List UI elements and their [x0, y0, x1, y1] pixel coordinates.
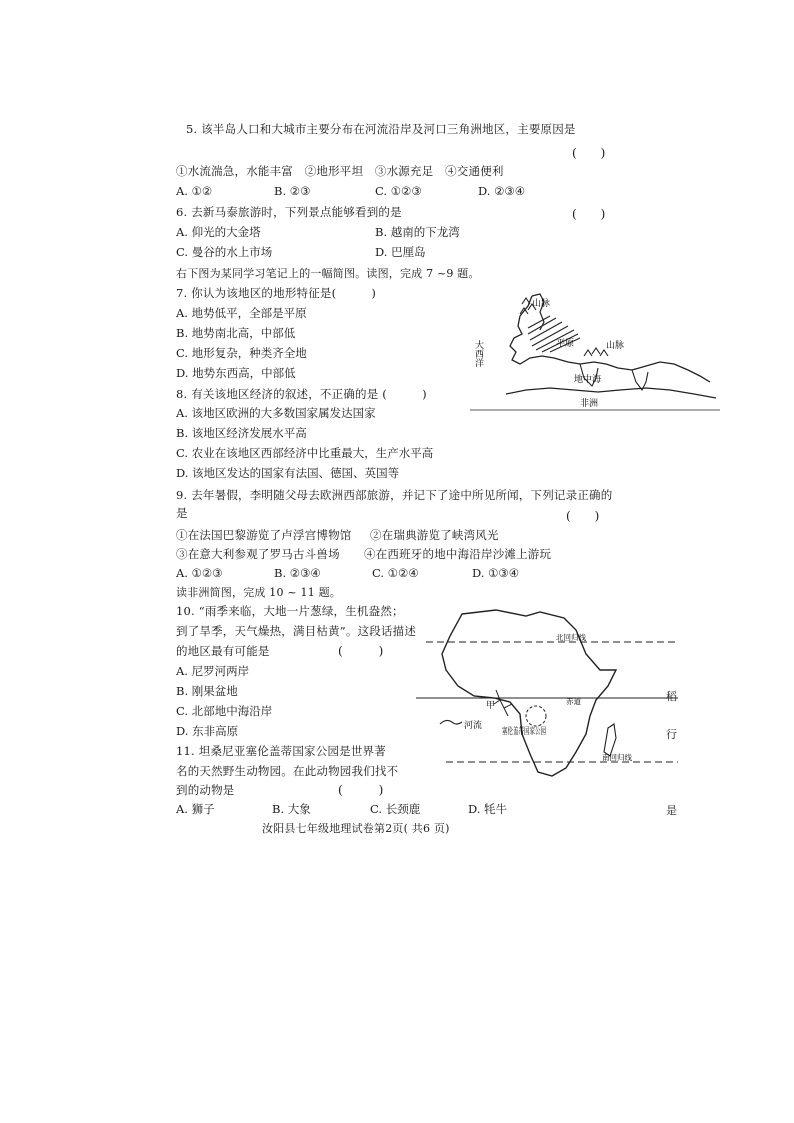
edge-mark-3: 是 — [666, 804, 677, 817]
europe-label-south-mountains: 山脉 — [606, 341, 625, 351]
q9-option-b[interactable]: B. ②③④ — [274, 566, 321, 580]
q9-stem-cont: 是 — [176, 506, 188, 520]
africa-label-park: 塞伦盖蒂国家公园 — [502, 727, 575, 737]
q10-option-d[interactable]: D. 东非高原 — [176, 724, 239, 738]
q5-option-d[interactable]: D. ②③④ — [478, 184, 526, 198]
q7-stem: 7. 你认为该地区的地形特征是( ) — [176, 286, 377, 300]
q11-line3: 到的动物是 — [176, 783, 235, 797]
q9-option-d[interactable]: D. ①③④ — [472, 566, 520, 580]
q11-option-d[interactable]: D. 牦牛 — [468, 802, 508, 816]
q11-option-a[interactable]: A. 狮子 — [176, 802, 215, 816]
q11-option-b[interactable]: B. 大象 — [272, 802, 311, 816]
africa-legend-river: 河流 — [464, 721, 483, 731]
q8-stem: 8. 有关该地区经济的叙述，不正确的是 ( ) — [176, 387, 427, 401]
q9-choice-2: ②在瑞典游览了峡湾风光 — [370, 528, 499, 542]
q7-option-b[interactable]: B. 地势南北高，中部低 — [176, 326, 296, 340]
africa-label-jia: 甲 — [486, 701, 496, 711]
intro-10-11: 读非洲简图，完成 10 ~ 11 题。 — [176, 586, 341, 599]
q6-option-a[interactable]: A. 仰光的大金塔 — [176, 225, 261, 239]
q6-option-c[interactable]: C. 曼谷的水上市场 — [176, 245, 273, 259]
q5-stem: 5. 该半岛人口和大城市主要分布在河流沿岸及河口三角洲地区，主要原因是 — [186, 122, 576, 136]
europe-label-plain: 平原 — [556, 339, 575, 349]
q7-option-c[interactable]: C. 地形复杂，种类齐全地 — [176, 346, 307, 360]
q6-answer-paren[interactable]: ( ) — [572, 207, 606, 221]
q10-option-b[interactable]: B. 刚果盆地 — [176, 684, 238, 698]
q5-option-b[interactable]: B. ②③ — [274, 184, 311, 198]
africa-sketch-map — [416, 600, 678, 800]
q5-option-c[interactable]: C. ①②③ — [375, 184, 422, 198]
q5-option-a[interactable]: A. ①② — [176, 184, 213, 198]
q6-option-b[interactable]: B. 越南的下龙湾 — [375, 225, 460, 239]
q9-option-a[interactable]: A. ①②③ — [176, 566, 223, 580]
q7-option-d[interactable]: D. 地势东西高，中部低 — [176, 366, 296, 380]
q11-line2: 名的天然野生动物园。在此动物园我们找不 — [176, 764, 399, 778]
europe-sketch-map — [470, 286, 725, 414]
africa-label-equator: 赤道 — [566, 697, 581, 706]
q10-option-a[interactable]: A. 尼罗河两岸 — [176, 664, 250, 678]
edge-mark-2: 行 — [666, 728, 677, 741]
q8-option-d[interactable]: D. 该地区发达的国家有法国、德国、英国等 — [176, 466, 400, 480]
q10-line3: 的地区最有可能是 — [176, 644, 270, 658]
q8-option-c[interactable]: C. 农业在该地区西部经济中比重最大，生产水平高 — [176, 446, 434, 460]
q10-option-c[interactable]: C. 北部地中海沿岸 — [176, 704, 273, 718]
africa-label-north-tropic: 北回归线 — [556, 633, 586, 642]
q11-option-c[interactable]: C. 长颈鹿 — [370, 802, 421, 816]
page-footer: 汝阳县七年级地理试卷第2页( 共6 页) — [262, 822, 450, 835]
q10-answer-paren[interactable]: ( ) — [338, 644, 384, 658]
q9-answer-paren[interactable]: ( ) — [566, 509, 600, 523]
africa-label-south-tropic: 南回归线 — [602, 753, 632, 762]
q11-line1: 11. 坦桑尼亚塞伦盖蒂国家公园是世界著 — [176, 744, 386, 758]
q11-answer-paren[interactable]: ( ) — [338, 783, 384, 797]
q8-option-a[interactable]: A. 该地区欧洲的大多数国家属发达国家 — [176, 406, 376, 420]
intro-7-9: 右下图为某同学习笔记上的一幅简图。读图，完成 7 ~9 题。 — [176, 267, 480, 280]
q9-choice-3: ③在意大利参观了罗马古斗兽场 — [176, 547, 340, 561]
q9-option-c[interactable]: C. ①②④ — [372, 566, 419, 580]
europe-label-africa: 非洲 — [580, 399, 599, 409]
q5-choices: ①水流湍急，水能丰富 ②地形平坦 ③水源充足 ④交通便利 — [176, 164, 504, 178]
q8-option-b[interactable]: B. 该地区经济发展水平高 — [176, 426, 307, 440]
q9-stem: 9. 去年暑假，李明随父母去欧洲西部旅游，并记下了途中所见所闻，下列记录正确的 — [176, 488, 613, 502]
edge-mark-1: 稻 — [666, 690, 677, 703]
q9-choice-1: ①在法国巴黎游览了卢浮宫博物馆 — [176, 528, 352, 542]
europe-label-ocean: 大西洋 — [473, 340, 483, 367]
q10-line2: 到了旱季，天气燥热，满目枯黄”。这段话描述 — [176, 624, 417, 638]
q7-option-a[interactable]: A. 地势低平，全部是平原 — [176, 306, 307, 320]
q6-option-d[interactable]: D. 巴厘岛 — [375, 245, 426, 259]
q10-line1: 10. “雨季来临，大地一片葱绿，生机盎然； — [176, 604, 404, 618]
q9-choice-4: ④在西班牙的地中海沿岸沙滩上游玩 — [364, 547, 552, 561]
europe-label-sea: 地中海 — [574, 375, 602, 385]
q6-stem: 6. 去新马泰旅游时，下列景点能够看到的是 — [176, 205, 402, 219]
europe-label-north-mountains: 山脉 — [532, 299, 551, 309]
q5-answer-paren[interactable]: ( ) — [572, 146, 606, 160]
